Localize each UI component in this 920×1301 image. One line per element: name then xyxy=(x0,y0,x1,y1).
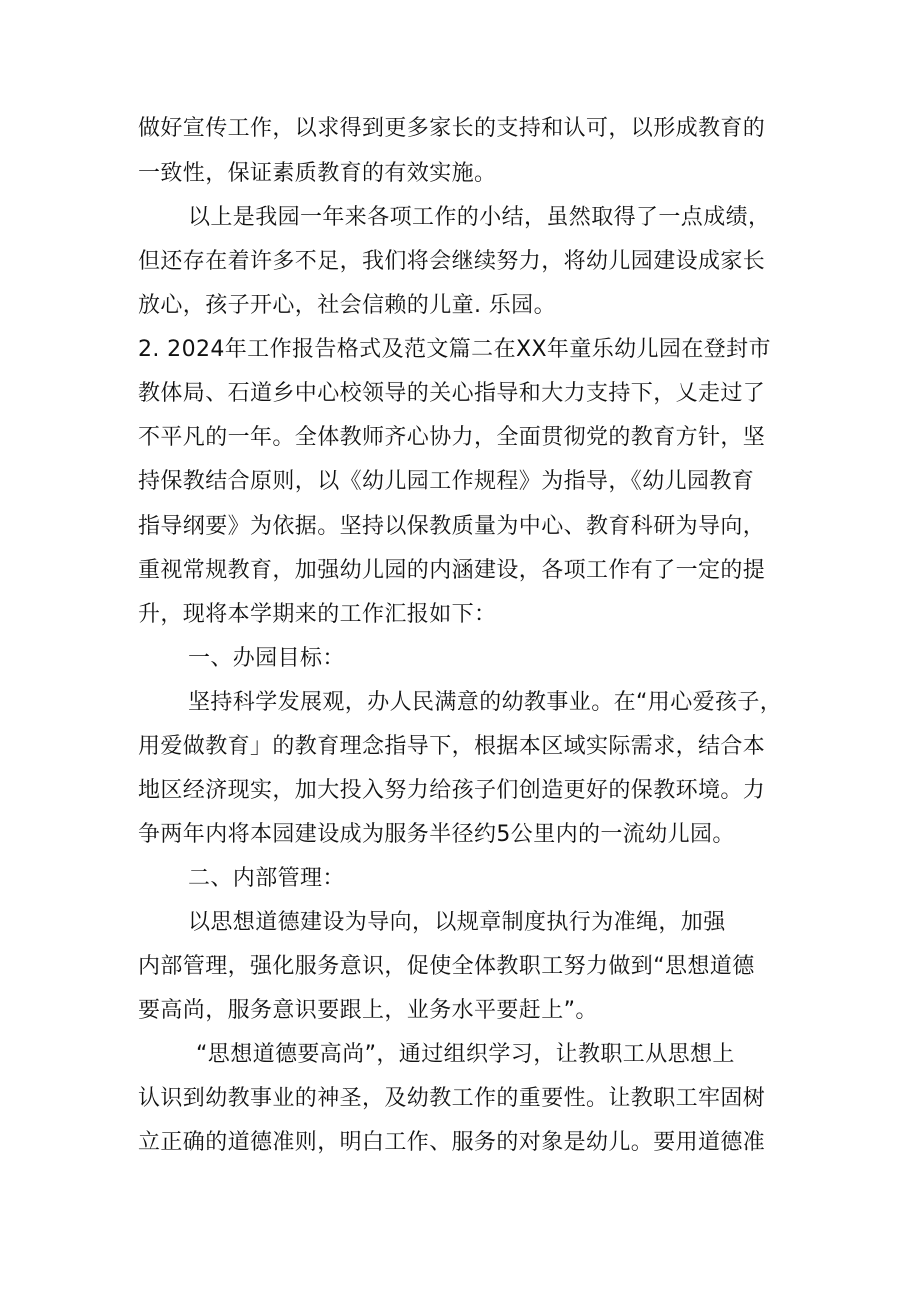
paragraph-line: 以上是我园一年来各项工作的小结，虽然取得了一点成绩， xyxy=(188,205,771,230)
section-heading-line: 2. 2024年工作报告格式及范文篇二在XX年童乐幼儿园在登封市 xyxy=(138,337,771,362)
paragraph-line: 做好宣传工作，以求得到更多家长的支持和认可，以形成教育的 xyxy=(138,116,766,141)
subheading-line: 二、内部管理： xyxy=(188,866,345,891)
paragraph-line: 以思想道德建设为导向，以规章制度执行为准绳，加强 xyxy=(188,910,726,935)
paragraph-line: 认识到幼教事业的神圣，及幼教工作的重要性。让教职工牢固树 xyxy=(138,1086,766,1111)
paragraph-line: 内部管理，强化服务意识，促使全体教职工努力做到“思想道德 xyxy=(138,954,755,979)
paragraph-line: 持保教结合原则，以《幼儿园工作规程》为指导，《幼儿园教育 xyxy=(138,469,755,494)
paragraph-line: 不平凡的一年。全体教师齐心协力，全面贯彻党的教育方针，坚 xyxy=(138,425,766,450)
paragraph-line: 指导纲要》为依据。坚持以保教质量为中心、教育科研为导向， xyxy=(138,514,766,539)
paragraph-line: 升，现将本学期来的工作汇报如下： xyxy=(138,602,497,627)
paragraph-line: 放心，孩子开心，社会信赖的儿童. 乐园。 xyxy=(138,293,556,318)
paragraph-line: 但还存在着许多不足，我们将会继续努力，将幼儿园建设成家长 xyxy=(138,249,766,274)
paragraph-line: “思想道德要高尚”，通过组织学习，让教职工从思想上 xyxy=(196,1042,735,1067)
paragraph-line: 一致性，保证素质教育的有效实施。 xyxy=(138,161,497,186)
paragraph-line: 坚持科学发展观，办人民满意的幼教事业。在“用心爱孩子， xyxy=(188,690,783,715)
paragraph-line: 教体局、石道乡中心校领导的关心指导和大力支持下，乂走过了 xyxy=(138,381,766,406)
paragraph-line: 要高尚，服务意识要跟上，业务水平要赶上”。 xyxy=(138,998,598,1023)
subheading-line: 一、办园目标： xyxy=(188,646,345,671)
paragraph-line: 立正确的道德准则，明白工作、服务的对象是幼儿。要用道德准 xyxy=(138,1130,766,1155)
paragraph-line: 重视常规教育，加强幼儿园的内涵建设，各项工作有了一定的提 xyxy=(138,558,766,583)
paragraph-line: 争两年内将本园建设成为服务半径约5公里内的一流幼儿园。 xyxy=(138,822,735,847)
paragraph-line: 用爱做教育」的教育理念指导下，根据本区域实际需求，结合本 xyxy=(138,734,766,759)
paragraph-line: 地区经济现实，加大投入努力给孩子们创造更好的保教环境。力 xyxy=(138,778,766,803)
